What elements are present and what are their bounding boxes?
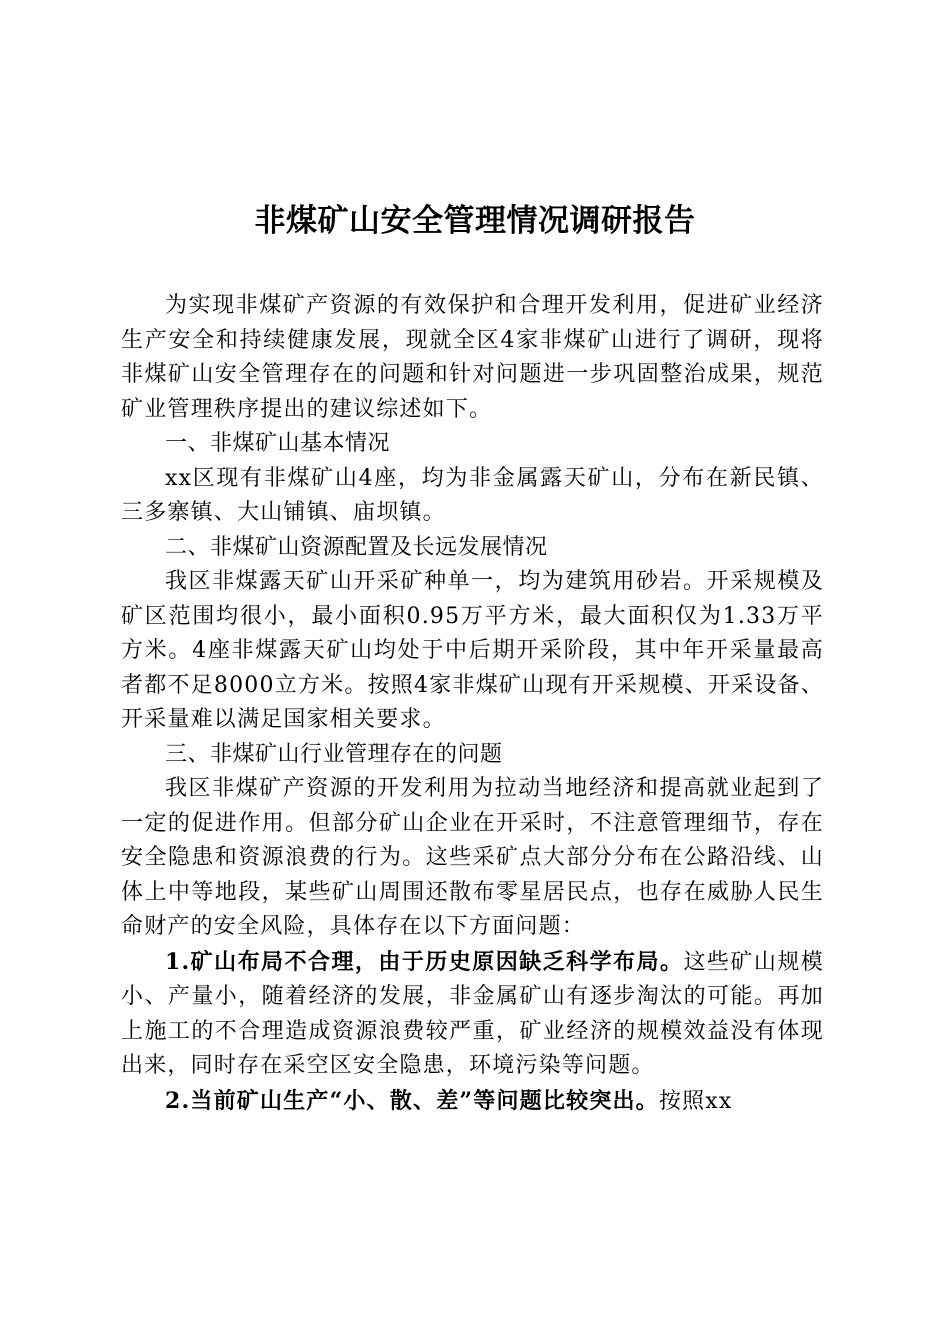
section-heading-basic-info: 一、非煤矿山基本情况	[165, 431, 391, 456]
section-paragraph-resource-allocation: 我区非煤露天矿山开采矿种单一，均为建筑用砂岩。开采规模及矿区范围均很小，最小面积0.95万平方米，最大面积仅为1.33万平方米。4座非煤露天矿山均处于中后期开采阶段，其中年开采量最高者都不足8000立方米。按照4家非煤矿山现有开采规模、开采设备、开采量难以满足国家相关要求。	[121, 569, 824, 732]
problem-item	[121, 1084, 824, 1120]
section-heading-problems: 三、非煤矿山行业管理存在的问题	[165, 741, 503, 767]
intro-paragraph: 为实现非煤矿产资源的有效保护和合理开发利用，促进矿业经济生产安全和持续健康发展，现就全区4家非煤矿山进行了调研，现将非煤矿山安全管理存在的问题和针对问题进一步巩固整治成果，规范矿业管理秩序提出的建议综述如下。	[121, 293, 824, 422]
document-body	[121, 289, 824, 1119]
section-paragraph-problems: 我区非煤矿产资源的开发利用为拉动当地经济和提高就业起到了一定的促进作用。但部分矿山企业在开采时，不注意管理细节，存在安全隐患和资源浪费的行为。这些采矿点大部分分布在公路沿线、山体上中等地段，某些矿山周围还散布零星居民点，也存在威胁人民生命财产的安全风险，具体存在以下方面问题：	[121, 776, 824, 939]
section-paragraph-basic-info: xx区现有非煤矿山4座，均为非金属露天矿山，分布在新民镇、三多寨镇、大山铺镇、庙坝镇。	[121, 465, 824, 525]
section-heading-resource-allocation: 二、非煤矿山资源配置及长远发展情况	[165, 534, 548, 560]
problem-item-lead: 2.当前矿山生产“小、散、差”等问题比较突出。	[165, 1087, 659, 1114]
document-title: 非煤矿山安全管理情况调研报告	[254, 203, 696, 239]
problem-item-text: 按照xx	[658, 1088, 733, 1114]
problem-item-text: 这些矿山规模小、产量小，随着经济的发展，非金属矿山有逐步淘汰的可能。再加上施工的不合理造成资源浪费较严重，矿业经济的规模效益没有体现出来，同时存在采空区安全隐患，环境污染等问题。	[121, 949, 824, 1078]
problem-item	[121, 945, 824, 1084]
problem-item-lead: 1.矿山布局不合理，由于历史原因缺乏科学布局。	[165, 948, 684, 975]
